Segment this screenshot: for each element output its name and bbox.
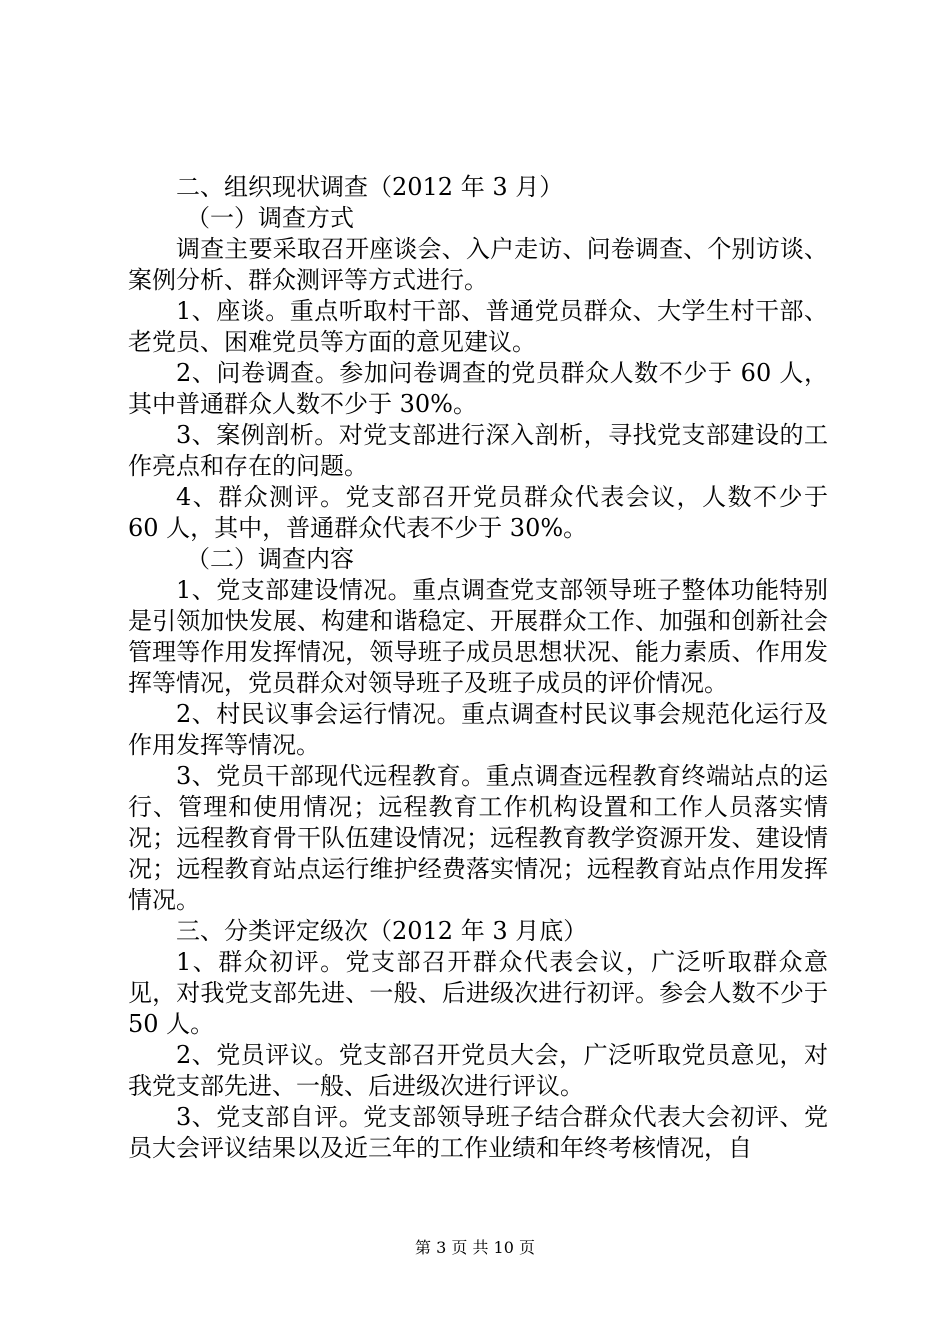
paragraph-branch-building: 1、党支部建设情况。重点调查党支部领导班子整体功能特别是引领加快发展、构建和谐稳定、开展群众工作、加强和创新社会管理等作用发挥情况，领导班子成员思想状况、能力素质、作用发挥等情况，党员群众对领导班子及班子成员的评价情况。 [128, 576, 828, 697]
paragraph-case-analysis: 3、案例剖析。对党支部进行深入剖析，寻找党支部建设的工作亮点和存在的问题。 [128, 421, 828, 480]
paragraph-self-evaluation: 3、党支部自评。党支部领导班子结合群众代表大会初评、党员大会评议结果以及近三年的工作业绩和年终考核情况，自 [128, 1103, 828, 1162]
subsection-heading-survey-method: （一）调查方式 [186, 204, 354, 232]
section-heading-3: 三、分类评定级次（2012 年 3 月底） [176, 917, 588, 945]
paragraph-remote-education: 3、党员干部现代远程教育。重点调查远程教育终端站点的运行、管理和使用情况；远程教育工作机构设置和工作人员落实情况；远程教育骨干队伍建设情况；远程教育教学资源开发、建设情况；远程教育站点运行维护经费落实情况；远程教育站点作用发挥情况。 [128, 762, 828, 914]
section-heading-2: 二、组织现状调查（2012 年 3 月） [176, 173, 564, 201]
document-body [128, 172, 828, 1164]
subsection-heading-survey-content: （二）调查内容 [186, 545, 354, 573]
paragraph-mass-preliminary: 1、群众初评。党支部召开群众代表会议，广泛听取群众意见，对我党支部先进、一般、后进级次进行初评。参会人数不少于 50 人。 [128, 948, 828, 1038]
paragraph-questionnaire: 2、问卷调查。参加问卷调查的党员群众人数不少于 60 人，其中普通群众人数不少于 30%。 [128, 359, 828, 418]
paragraph-symposium: 1、座谈。重点听取村干部、普通党员群众、大学生村干部、老党员、困难党员等方面的意见建议。 [128, 297, 828, 356]
page-number-footer: 第 3 页 共 10 页 [415, 1238, 535, 1257]
paragraph-member-review: 2、党员评议。党支部召开党员大会，广泛听取党员意见，对我党支部先进、一般、后进级次进行评议。 [128, 1041, 828, 1100]
paragraph-villager-council: 2、村民议事会运行情况。重点调查村民议事会规范化运行及作用发挥等情况。 [128, 700, 828, 759]
paragraph-survey-overview: 调查主要采取召开座谈会、入户走访、问卷调查、个别访谈、案例分析、群众测评等方式进行。 [128, 235, 828, 294]
paragraph-mass-evaluation: 4、群众测评。党支部召开党员群众代表会议，人数不少于 60 人，其中，普通群众代表不少于 30%。 [128, 483, 828, 542]
